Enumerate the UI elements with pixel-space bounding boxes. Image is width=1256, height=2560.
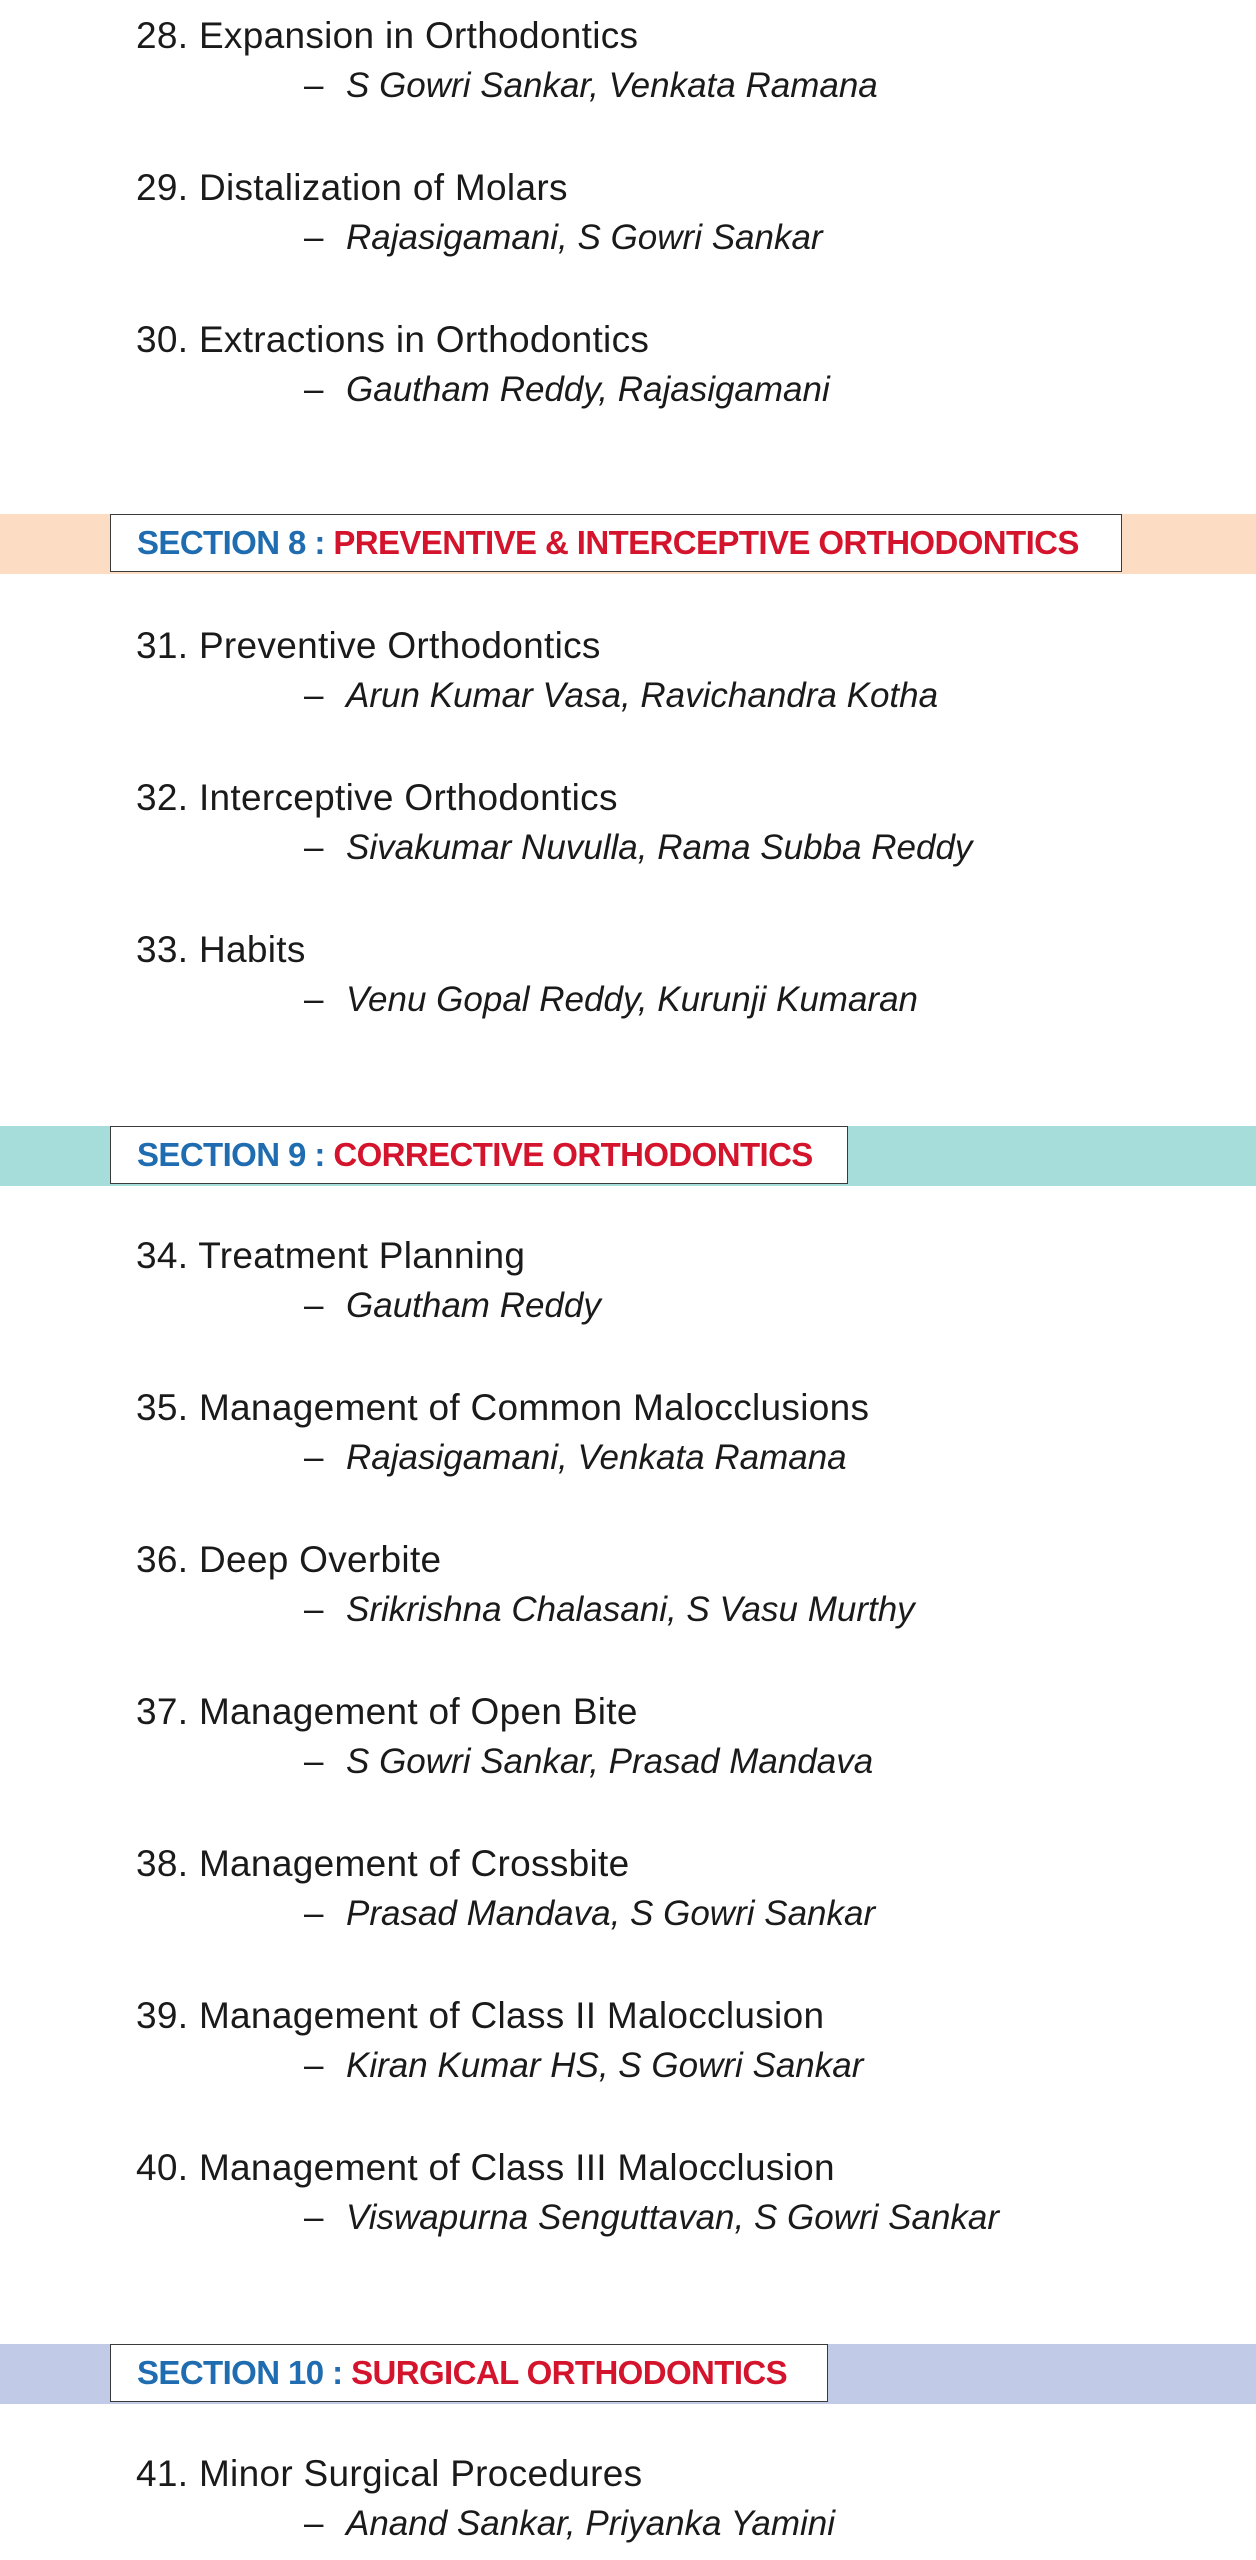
chapter-title: 38. Management of Crossbite (136, 1843, 630, 1884)
dash: – (304, 2046, 324, 2085)
chapter-authors: S Gowri Sankar, Venkata Ramana (346, 66, 878, 105)
section-label: SECTION 10 : (137, 2354, 343, 2391)
chapter-authors: Arun Kumar Vasa, Ravichandra Kotha (346, 676, 939, 715)
section-name: SURGICAL ORTHODONTICS (351, 2354, 788, 2391)
chapter-title: 35. Management of Common Malocclusions (136, 1387, 870, 1428)
section-9-heading (110, 1126, 848, 1184)
chapter-authors: Viswapurna Senguttavan, S Gowri Sankar (346, 2198, 1000, 2237)
dash: – (304, 2504, 324, 2543)
chapter-title: 36. Deep Overbite (136, 1539, 442, 1580)
section-9-band (0, 1126, 1256, 1186)
dash: – (304, 1894, 324, 1933)
chapter-title: 37. Management of Open Bite (136, 1691, 638, 1732)
section-10-band (0, 2344, 1256, 2404)
dash: – (304, 1590, 324, 1629)
chapter-title: 41. Minor Surgical Procedures (136, 2453, 643, 2494)
chapter-authors: Rajasigamani, S Gowri Sankar (346, 218, 823, 257)
section-name: PREVENTIVE & INTERCEPTIVE ORTHODONTICS (333, 524, 1079, 561)
dash: – (304, 1286, 324, 1325)
chapter-title: 31. Preventive Orthodontics (136, 625, 601, 666)
dash: – (304, 1742, 324, 1781)
dash: – (304, 218, 324, 257)
chapter-authors: Kiran Kumar HS, S Gowri Sankar (346, 2046, 864, 2085)
chapter-authors: Anand Sankar, Priyanka Yamini (346, 2504, 835, 2543)
section-8-heading (110, 514, 1122, 572)
chapter-authors: Srikrishna Chalasani, S Vasu Murthy (346, 1590, 915, 1629)
section-name: CORRECTIVE ORTHODONTICS (333, 1136, 813, 1173)
chapter-title: 40. Management of Class III Malocclusion (136, 2147, 835, 2188)
dash: – (304, 676, 324, 715)
chapter-title: 33. Habits (136, 929, 306, 970)
dash: – (304, 1438, 324, 1477)
chapter-authors: Gautham Reddy, Rajasigamani (346, 370, 830, 409)
chapter-title: 30. Extractions in Orthodontics (136, 319, 650, 360)
section-10-heading (110, 2344, 828, 2402)
chapter-authors: Rajasigamani, Venkata Ramana (346, 1438, 847, 1477)
chapter-authors: S Gowri Sankar, Prasad Mandava (346, 1742, 874, 1781)
dash: – (304, 66, 324, 105)
chapter-authors: Gautham Reddy (346, 1286, 601, 1325)
dash: – (304, 370, 324, 409)
chapter-authors: Prasad Mandava, S Gowri Sankar (346, 1894, 876, 1933)
section-8-band (0, 514, 1256, 574)
chapter-title: 32. Interceptive Orthodontics (136, 777, 618, 818)
dash: – (304, 2198, 324, 2237)
chapter-title: 34. Treatment Planning (136, 1235, 526, 1276)
chapter-title: 39. Management of Class II Malocclusion (136, 1995, 825, 2036)
dash: – (304, 828, 324, 867)
section-label: SECTION 8 : (137, 524, 325, 561)
chapter-title: 28. Expansion in Orthodontics (136, 15, 639, 56)
chapter-authors: Venu Gopal Reddy, Kurunji Kumaran (346, 980, 918, 1019)
section-label: SECTION 9 : (137, 1136, 325, 1173)
chapter-title: 29. Distalization of Molars (136, 167, 568, 208)
chapter-authors: Sivakumar Nuvulla, Rama Subba Reddy (346, 828, 973, 867)
dash: – (304, 980, 324, 1019)
